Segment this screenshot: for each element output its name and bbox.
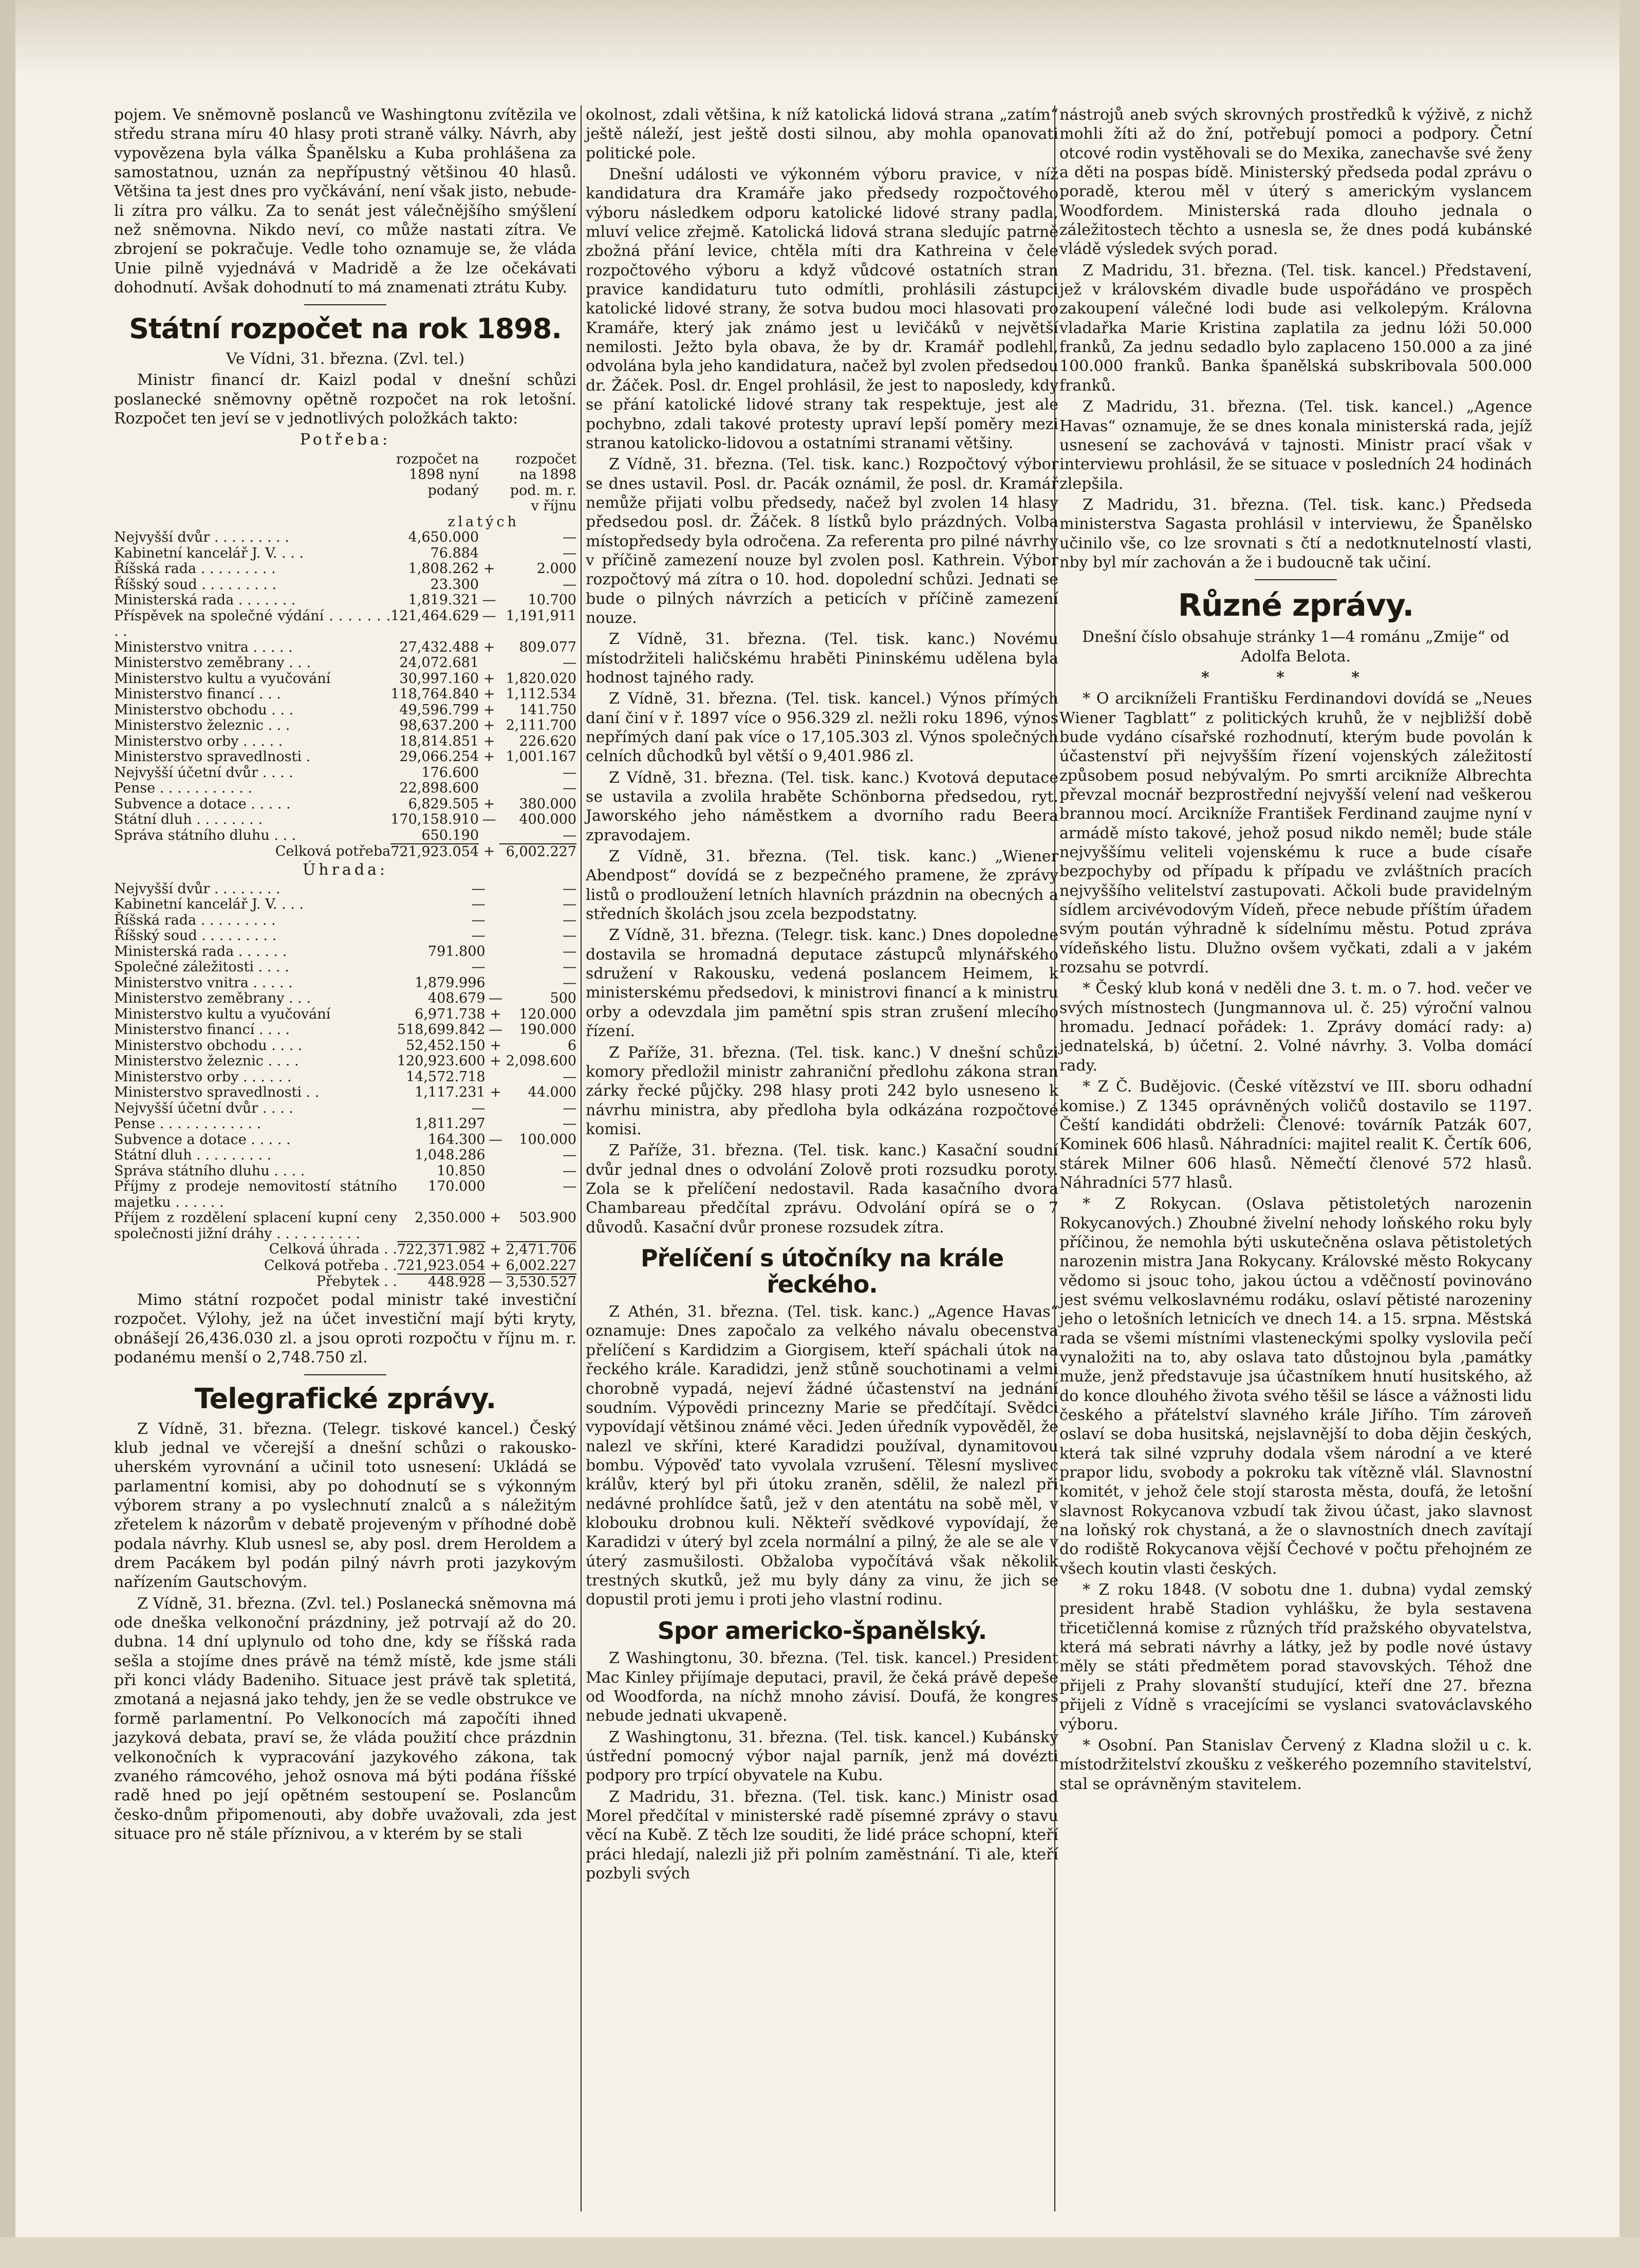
row-sign: + — [483, 561, 495, 577]
article-paragraph: * Z roku 1848. (V sobotu dne 1. dubna) vydal zemský president hrabě Stadion vyhlášku, že byla sestavena třicetičlenná komise z různých tříd pražského obyvatelstva, která má sebrati návrhy a látky, jež by podle nové ústavy měly se státi předmětem porad stavovských. Téhož dne přijeli z Prahy slovanští studující, kteří dne 27. března přijeli z Vídně s vracejícími se vyslanci svatováclavského výboru. — [1059, 1581, 1532, 1734]
row-label: Příjmy z prodeje nemovitostí státního majetku . . . . . . — [114, 1178, 397, 1210]
row-value-diff: — — [563, 912, 576, 928]
row-value-now: 24,072.681 — [399, 655, 479, 671]
row-value-now: — — [471, 880, 486, 897]
table-row — [114, 781, 576, 797]
table-row — [114, 1085, 576, 1101]
row-value-now: 52,452.150 — [405, 1037, 486, 1054]
table-row — [114, 1164, 576, 1179]
page-scan-bottom-edge — [0, 2237, 1640, 2268]
row-label: Subvence a dotace . . . . . — [114, 796, 291, 812]
row-value-now: 98,637.200 — [399, 717, 479, 734]
row-value-diff: — — [563, 545, 576, 561]
article-paragraph: Z Paříže, 31. března. (Tel. tisk. kanc.) Kasační soudní dvůr jednal dnes o odvolání Zolově proti rozsudku poroty. Zola se k přelíčení nedostavil. Rada kasačního dvora Chambareau předčítal zprávu. Odvolání opírá se o 7 důvodů. Kasační dvůr pronese rozsudek zítra. — [586, 1141, 1058, 1237]
row-value-now: 1,819.321 — [408, 592, 479, 609]
table-row — [114, 812, 576, 828]
table-row — [114, 765, 576, 781]
row-value-diff: — — [563, 943, 576, 960]
row-sign: + — [490, 1006, 501, 1022]
article-paragraph: Z Vídně, 31. března. (Telegr. tiskové kancel.) Český klub jednal ve včerejší a dnešní schůzi o rakousko-uherském vyrovnání a učinil toto usnesení: Ukládá se parlamentní komisi, aby po dohodnutí se s výkonným výborem strany a po vyslechnutí znalců a s náležitým zřetelem k názorům v debatě projeveným v příhodné době podala návrhy. Klub usnesl se, aby posl. drem Heroldem a drem Pacákem byl podán pilný návrh proti jazykovým nařízením Gautschovým. — [114, 1419, 576, 1592]
heading-spanish-american-dispute: Spor americko-španělský. — [657, 1616, 987, 1645]
row-sign — [479, 530, 499, 546]
row-value-diff: — — [563, 764, 576, 781]
row-label: Subvence a dotace . . . . . — [114, 1131, 291, 1148]
table-row — [114, 530, 576, 546]
row-value-now: 170,158.910 — [390, 812, 479, 828]
table-row — [114, 1148, 576, 1164]
row-label: Ministerstvo financí . . . — [114, 686, 281, 703]
row-value-now: 1,048.286 — [415, 1147, 486, 1164]
row-value-now: 121,464.629 — [390, 607, 479, 624]
row-value-now: — — [471, 896, 486, 913]
row-sign — [486, 913, 506, 929]
row-value-diff: — — [563, 655, 576, 671]
heading-state-budget: Státní rozpočet na rok 1898. — [129, 312, 562, 345]
row-value-now: 1,117.231 — [415, 1084, 486, 1101]
column-2 — [586, 105, 1058, 1885]
article-paragraph: Ministr financí dr. Kaizl podal v dnešní schůzi poslanecké sněmovny opětně rozpočet na rok letošní. Rozpočet ten jeví se v jednotlivých položkách takto: — [114, 371, 576, 428]
row-label: Ministerstvo vnitra . . . . . — [114, 974, 293, 991]
row-label: Ministerstvo orby . . . . . . — [114, 1068, 292, 1085]
table-row — [114, 1101, 576, 1117]
budget-table-potreba — [114, 452, 576, 860]
article-paragraph: Z Madridu, 31. března. (Tel. tisk. kanc.) Předseda ministerstva Sagasta prohlásil v interviewu, že Španělsko učinilo vše, co lze srovnati s čtí a nedotknutelností vlasti, nby byl mír zachován a že i budoucně tak učiní. — [1059, 495, 1532, 571]
row-value-now: 176.600 — [421, 764, 479, 781]
budget-section-label: Úhrada: — [302, 860, 388, 879]
page-scan-left-edge — [0, 0, 15, 2268]
divider — [1255, 579, 1337, 580]
row-sign — [486, 897, 506, 913]
article-paragraph: Dnešní číslo obsahuje stránky 1—4 románu „Zmije“ od Adolfa Belota. — [1082, 628, 1509, 666]
row-value-now: 27,432.488 — [399, 639, 479, 655]
row-value-diff: 809.077 — [519, 639, 576, 655]
row-sign — [486, 1179, 506, 1210]
row-sign: + — [490, 1053, 501, 1070]
row-sign: + — [483, 749, 495, 765]
row-label: Nejvyšší účetní dvůr . . . . — [114, 1100, 293, 1116]
row-label: Pense . . . . . . . . . . . . — [114, 1116, 262, 1132]
column-3 — [1059, 105, 1532, 1796]
row-value-now: 408.679 — [427, 990, 486, 1007]
row-value-diff: — — [563, 1178, 576, 1195]
divider — [304, 1374, 386, 1375]
page-scan-right-edge — [1619, 0, 1640, 2268]
row-label: Říšská rada . . . . . . . . . — [114, 561, 276, 577]
row-value-now: 791.800 — [427, 943, 486, 960]
row-value-now: 518,699.842 — [397, 1022, 486, 1038]
article-paragraph: Mimo státní rozpočet podal ministr také investiční rozpočet. Výlohy, jež na účet investiční mají býti kryty, obnášejí 26,436.030 zl. a jsou oproti rozpočtu v říjnu m. r. podanému menší o 2,748.750 zl. — [114, 1290, 576, 1367]
row-value-diff: — — [563, 880, 576, 897]
row-label: Ministerstvo financí . . . . — [114, 1022, 290, 1038]
article-paragraph: Z Madridu, 31. března. (Tel. tisk. kanc.) Ministr osad Morel předčítal v ministerské radě písemné zprávy o stavu věcí na Kubě. Z těch lze souditi, že lidé práce schopní, kteří práci hledají, nalezli již při polním zaměstnání. Ti ale, kteří pozbyli svých — [586, 1787, 1058, 1883]
article-paragraph: * Z Rokycan. (Oslava pětistoletých narozenin Rokycanových.) Zhoubné živelní nehody loňského roku byly příčinou, že nemohla býti uskutečněna oslava pětistoletých narozenin mistra Jana Rokycany. Královské město Rokycany vědomo si jsouc toho, jakou úctou a vděčností povinováno jest svému velkoslavnému rodáku, oslaví pětisté narozeniny jeho o letošních letnicích ve dnech 14. a 15. srpna. Městská rada se všemi místními vlasteneckými spolky vyslovila pečí vynaložiti na to, aby oslava tato důstojnou byla ‚památky muže, jenž představuje jsa účastníkem hnutí husitského, až do konce dlouhého života svého těšil se lásce a vážnosti lidu českého a přátelství slavného krále Jiřího. Tím zároveň oslaví se doba husitská, nejslavnější to doba dějin českých, která tak silné vzpruhy dodala všem národní a ve které prapor lidu, svobody a pokroku tak vítězně vlál. Slavnostní komitét, v jehož čele stojí starosta města, doufá, že letošní slavnost Rokycanova vzbudí tak živou účast, jako slavnost na loňský rok chystaná, a že o slavnostních dnech zavítají do rodiště Rokycanova vější Čechové v počtu přehojném ze všech koutin vlasti českých. — [1059, 1195, 1532, 1578]
row-sign: + — [483, 686, 495, 703]
row-sign — [486, 928, 506, 944]
row-value-diff: 380.000 — [519, 796, 576, 812]
row-sign: + — [483, 670, 495, 687]
budget-table-uhrada — [114, 881, 576, 1290]
table-row — [114, 546, 576, 562]
row-label: Ministerská rada . . . . . . — [114, 943, 287, 960]
column-rule-1 — [581, 105, 582, 2211]
row-label: Státní dluh . . . . . . . . — [114, 812, 263, 828]
row-value-diff: — — [563, 576, 576, 593]
row-value-now: — — [471, 1100, 486, 1116]
table-row — [114, 1210, 576, 1242]
row-sign — [486, 944, 506, 960]
article-paragraph: * Český klub koná v neděli dne 3. t. m. o 7. hod. večer ve svých místnostech (Jungmannova ul. č. 25) výroční valnou hromadu. Jednací pořádek: 1. Zprávy domácí rady: a) jednatelská, b) účetní. 2. Volné návrhy. 3. Volba domácí rady. — [1059, 980, 1532, 1075]
row-value-diff: 500 — [550, 990, 576, 1007]
row-label: Ministerstvo spravedlnosti . — [114, 749, 311, 765]
table-row — [114, 928, 576, 944]
heading-various-news: Různé zprávy. — [1178, 587, 1414, 624]
article-paragraph: Z Madridu, 31. března. (Tel. tisk. kancel.) Představení, jež v královském divadle bude uspořádáno ve prospěch zakoupení válečné lodi bude asi velkolepým. Královna vladařka Marie Kristina zaplatila za jednu lóži 50.000 franků, Za jednu sedadlo bylo zaplaceno 150.000 a za jiné 100.000 franků. Banka španělská subskribovala 500.000 franků. — [1059, 261, 1532, 395]
article-paragraph: Z Vídně, 31. března. (Tel. tisk. kanc.) „Wiener Abendpost“ dovídá se z bezpečného pramene, že zprávy listů o prodloužení letních hlavních prázdnin na obecných a středních školách jsou zcela bezpodstatny. — [586, 847, 1058, 924]
row-label: Ministerstvo vnitra . . . . . — [114, 639, 293, 655]
row-value-now: — — [471, 959, 486, 975]
row-value-now: 22,898.600 — [399, 780, 479, 797]
row-label: Kabinetní kancelář J. V. . . . — [114, 545, 304, 561]
row-label: Říšská rada . . . . . . . . . — [114, 912, 276, 928]
row-label: Správa státního dluhu . . . . — [114, 1163, 305, 1179]
table-row — [114, 1054, 576, 1070]
row-value-now: 170.000 — [427, 1178, 486, 1195]
table-row — [114, 828, 576, 844]
row-value-diff: 10.700 — [528, 592, 576, 609]
article-paragraph: Z Paříže, 31. března. (Tel. tisk. kanc.) V dnešní schůzi komory předložil ministr zahraniční předlohu zákona stran zárky řecké půjčky. 298 hlasy proti 242 bylo usneseno k návrhu ministra, aby předloha byla odkázána rozpočtové komisi. — [586, 1043, 1058, 1138]
table-row — [114, 881, 576, 897]
row-sign: — — [489, 1022, 503, 1038]
row-value-now: 6,829.505 — [408, 796, 479, 812]
table-row — [114, 577, 576, 593]
row-value-now: 118,764.840 — [390, 686, 479, 703]
row-label: Příspěvek na společné výdání . . . . . . . . . — [114, 607, 391, 640]
row-label: Ministerstvo obchodu . . . — [114, 702, 294, 718]
row-value-diff: 141.750 — [519, 702, 576, 718]
divider — [304, 304, 386, 305]
table-row — [114, 1132, 576, 1148]
row-value-diff: 1,820.020 — [506, 670, 576, 687]
currency-label: zlatých — [448, 513, 519, 530]
table-total-row: Přebytek . . 448.928 — 3,530.527 — [316, 1274, 576, 1290]
row-label: Ministerstvo železnic . . . — [114, 717, 290, 734]
article-paragraph: * Osobní. Pan Stanislav Červený z Kladna složil u c. k. místodržitelství zkoušku z veškerého pozemního stavitelství, stal se oprávněným stavitelem. — [1059, 1736, 1532, 1793]
row-sign: + — [483, 639, 495, 655]
row-label: Říšský soud . . . . . . . . . — [114, 928, 277, 944]
row-sign — [486, 975, 506, 991]
row-label: Ministerstvo zeměbrany . . . — [114, 990, 311, 1007]
row-value-diff: 100.000 — [519, 1131, 576, 1148]
table-row — [114, 897, 576, 913]
row-sign: — — [489, 990, 503, 1007]
row-sign — [479, 655, 499, 671]
row-label: Ministerstvo kultu a vyučování — [114, 670, 331, 687]
row-value-diff: 120.000 — [519, 1006, 576, 1022]
article-paragraph: Z Vídně, 31. března. (Tel. tisk. kanc.) Rozpočtový výbor se dnes ustavil. Posl. dr. Pacák oznámil, že posl. dr. Kramář nemůže přijati volbu předsedy, načež byl zvolen 14 hlasy předsedou posl. dr. Žáček. 8 lístků bylo prázdných. Volba místopředsedy byla odročena. Za referenta pro pilné návrhy v příčině zamezení nouze byl zvolen posl. Kathrein. Výbor rozpočtový má zítra o 10. hod. dopolední schůzi. Jednati se bude o pilných návrzích a peticích v příčině zamezení nouze. — [586, 455, 1058, 627]
row-value-now: 49,596.799 — [399, 702, 479, 718]
row-value-diff: 226.620 — [519, 733, 576, 749]
row-sign: + — [490, 1210, 501, 1226]
row-sign — [486, 960, 506, 975]
table-row — [114, 561, 576, 577]
row-value-now: 18,814.851 — [399, 733, 479, 749]
row-value-diff: 503.900 — [519, 1210, 576, 1226]
article-paragraph: Z Madridu, 31. března. (Tel. tisk. kancel.) „Agence Havas“ oznamuje, že se dnes konala ministerská rada, jejíž usnesení se zachovává v tajnosti. Ministr prací však v interviewu prohlásil, že se situace v posledních 24 hodinách zlepšila. — [1059, 398, 1532, 493]
column-header: rozpočet na 1898 nyní podaný — [396, 451, 479, 499]
table-row — [114, 703, 576, 718]
table-row — [114, 734, 576, 750]
table-header-row — [114, 452, 576, 514]
row-sign — [486, 1116, 506, 1132]
row-sign — [479, 765, 499, 781]
row-value-diff: — — [563, 974, 576, 991]
row-sign: + — [483, 796, 495, 812]
article-paragraph: okolnost, zdali většina, k níž katolická lidová strana „zatím“ ještě náleží, jest ještě dosti silnou, aby mohla opanovati politické pole. — [586, 106, 1058, 162]
row-sign — [486, 1101, 506, 1117]
row-label: Ministerstvo orby . . . . . — [114, 733, 283, 749]
row-value-diff: — — [563, 780, 576, 797]
row-value-now: 1,808.262 — [408, 561, 479, 577]
article-paragraph: * O arcikníželi Františku Ferdinandovi dovídá se „Neues Wiener Tagblatt“ z politických kruhů, že v nejbližší době bude vydáno císařské rozhodnutí, kterým bude povolán k účastenství při nejvyšším řízení vojenských záležitostí způsobem posud nebývalým. Po smrti arcikníže Albrechta převzal mocnář bezprostřední nejvyšší velení nad veškerou brannou mocí. Arcikníže František Ferdinand zaujme nyní v armádě místo takové, jehož posud nikdo neměl; bude stále nejvyššímu veliteli vojenskému k ruce a bude císaře bezpochyby od případu k případu ve zvláštních pracích nejvyššího velitelství zastupovati. Ačkoli bude pravidelným sídlem arcivévodovým Vídeň, přece nebude příštím úřadem svým poután výhradně k sídelnímu městu. Potud zpráva vídeňského listu. Dlužno ovšem vyčkati, zdali a v jakém rozsahu se potvrdí. — [1059, 690, 1532, 977]
table-row — [114, 975, 576, 991]
table-row — [114, 718, 576, 734]
row-value-diff: — — [563, 1116, 576, 1132]
row-value-now: 120,923.600 — [397, 1053, 486, 1070]
heading-telegraphic-news: Telegrafické zprávy. — [194, 1382, 496, 1415]
row-label: Nejvyšší účetní dvůr . . . . — [114, 764, 293, 781]
article-paragraph: Z Washingtonu, 31. března. (Tel. tisk. kancel.) Kubánský ústřední pomocný výbor najal parník, jenž má dovézti podpory pro trpící obyvatele na Kubu. — [586, 1728, 1058, 1785]
table-row — [114, 1007, 576, 1023]
row-label: Pense . . . . . . . . . . . — [114, 780, 252, 797]
separator-stars: * * * — [1201, 668, 1390, 687]
article-paragraph: pojem. Ve sněmovně poslanců ve Washingtonu zvítězila ve středu strana míru 40 hlasy proti straně války. Návrh, aby vypovězena byla válka Španělsku a Kuba prohlášena za samostatnou, uznán za nepřípustný většinou 40 hlasů. Většina ta jest dnes pro vyčkávání, není však jisto, nebude-li zítra pro válku. Za to senát jest válečnějšího smýšlení než sněmovna. Nikdo neví, co může nastati zítra. Ve zbrojení se pokračuje. Vedle toho oznamuje se, že vláda Unie pilně vyjednává v Madridě a že lze očekávati dohodnutí. Avšak dohodnutí to má znamenati ztrátu Kuby. — [114, 106, 576, 297]
row-label: Státní dluh . . . . . . . . . — [114, 1147, 272, 1164]
row-value-now: 14,572.718 — [405, 1068, 486, 1085]
row-label: Ministerstvo zeměbrany . . . — [114, 655, 311, 671]
row-label: Nejvyšší dvůr . . . . . . . . . — [114, 529, 289, 546]
row-value-diff: — — [563, 959, 576, 975]
row-value-diff: — — [563, 896, 576, 913]
row-value-diff: 400.000 — [519, 812, 576, 828]
table-row — [114, 1038, 576, 1054]
row-value-diff: 2,098.600 — [506, 1053, 576, 1070]
table-total-row: Celková potřeba . . 721,923.054 + 6,002.227 — [264, 1257, 576, 1274]
table-row — [114, 609, 576, 640]
table-row — [114, 991, 576, 1007]
row-sign — [479, 577, 499, 593]
row-value-now: 23.300 — [430, 576, 479, 593]
column-1 — [114, 105, 576, 1846]
row-sign — [486, 1148, 506, 1164]
table-row — [114, 671, 576, 687]
row-sign: + — [490, 1037, 501, 1054]
article-paragraph: Z Vídně, 31. března. (Zvl. tel.) Poslanecká sněmovna má ode dneška velkonoční prázdniny, jež potrvají až do 20. dubna. 14 dní uplynulo od toho dne, kdy se říšská rada sešla a stojíme dnes právě na témž místě, kde jsme stáli při konci vlády Badeniho. Situace jest právě tak spletitá, zmotaná a nejasná jako tehdy, jen že se vedle obstrukce ve formě parlamentní. Po Velkonocích má započíti ihned jazyková debata, praví se, že vláda použití chce prázdnin velkonočních k vypracování jazykového zákona, tak zvaného rámcového, jehož osnova má býti podána říšské radě hned po její opětném sestoupení se. Poslancům česko-dnům připomenouti, aby dobře uvažovali, zda jest situace pro ně stále příznivou, a v kterém by se stali — [114, 1594, 576, 1843]
row-value-diff: 1,001.167 — [506, 749, 576, 765]
row-sign: — — [482, 607, 496, 624]
row-value-now: 29,066.254 — [399, 749, 479, 765]
table-row — [114, 960, 576, 975]
row-value-now: 650.190 — [421, 827, 479, 843]
row-label: Společné záležitosti . . . . — [114, 959, 289, 975]
row-value-diff: — — [563, 1100, 576, 1116]
row-sign: + — [490, 1084, 501, 1101]
row-sign: — — [489, 1131, 503, 1148]
row-value-now: 4,650.000 — [408, 529, 479, 546]
row-label: Nejvyšší dvůr . . . . . . . . — [114, 880, 281, 897]
row-label: Správa státního dluhu . . . — [114, 827, 296, 843]
article-paragraph: Z Vídně, 31. března. (Tel. tisk. kancel.) Výnos přímých daní činí v ř. 1897 více o 956.329 zl. nežli roku 1896, výnos nepřímých daní pak více o 17,105.303 zl. Výnos společných celních důchodků byl větší o 9,401.986 zl. — [586, 690, 1058, 766]
heading-greek-king-trial: Přelíčení s útočníky na krále řeckého. — [640, 1244, 1004, 1298]
article-paragraph: Z Vídně, 31. března. (Telegr. tisk. kanc.) Dnes dopoledne dostavila se hromadná deputace zástupců mlynářského sdružení v Rakousku, vedená poslancem Heimem, k ministerskému předsedovi, k ministrovi financí a k ministru orby a odevzdala jim pamětní spis stran zrušení mlecího řízení. — [586, 926, 1058, 1041]
row-sign — [479, 781, 499, 797]
dateline: Ve Vídni, 31. března. (Zvl. tel.) — [226, 349, 465, 368]
row-value-now: 164.300 — [427, 1131, 486, 1148]
row-sign — [486, 1164, 506, 1179]
row-label: Říšský soud . . . . . . . . . — [114, 576, 277, 593]
row-value-diff: 1,191,911 — [506, 607, 576, 624]
row-sign: + — [483, 702, 495, 718]
row-sign — [486, 881, 506, 897]
article-paragraph: Z Washingtonu, 30. března. (Tel. tisk. kancel.) President Mac Kinley přijímaje deputaci, pravil, že čeká právě depeše od Woodforda, na níchž mnoho závisí. Doufá, že kongres nebude jednati ukvapeně. — [586, 1649, 1058, 1725]
column-header: rozpočet na 1898 pod. m. r. v říjnu — [510, 451, 576, 514]
row-value-now: 1,879.996 — [415, 974, 486, 991]
row-sign: + — [483, 717, 495, 734]
table-row — [114, 1179, 576, 1210]
row-value-diff: — — [563, 1068, 576, 1085]
row-value-now: 30,997.160 — [399, 670, 479, 687]
row-label: Ministerstvo obchodu . . . . — [114, 1037, 303, 1054]
row-sign — [479, 828, 499, 844]
row-label: Ministerstvo kultu a vyučování — [114, 1006, 331, 1022]
table-row — [114, 944, 576, 960]
row-value-diff: 1,112.534 — [506, 686, 576, 703]
row-value-now: 6,971.738 — [415, 1006, 486, 1022]
table-total-row: Celková úhrada . . 722,371.982 + 2,471.706 — [269, 1241, 576, 1258]
row-value-diff: 2.000 — [536, 561, 576, 577]
row-sign: — — [482, 592, 496, 609]
row-value-diff: 6 — [567, 1037, 576, 1054]
table-row — [114, 1070, 576, 1085]
row-value-diff: 44.000 — [528, 1084, 576, 1101]
row-label: Ministerstvo spravedlnosti . . — [114, 1084, 320, 1101]
article-paragraph: Z Vídně, 31. března. (Tel. tisk. kanc.) Kvotová deputace se ustavila a zvolila hraběte Schönborna předsedou, ryt. Jaworského jeho náměstkem a dvorního radu Beera zpravodajem. — [586, 768, 1058, 844]
table-row — [114, 593, 576, 609]
article-paragraph: * Z Č. Budějovic. (České vítězství ve III. sboru odhadní komise.) Z 1345 oprávněných voličů dostavilo se 1197. Čeští kandidáti obdrželi: Členové: továrník Patzák 607, Kominek 606 hlasů. Náhradníci: majitel realit K. Čertík 606, stárek Milner 606 hlasů. Němečtí členové 572 hlasů. Náhradníci 577 hlasů. — [1059, 1078, 1532, 1192]
page-scan-top-edge — [0, 0, 1640, 77]
budget-section-label: Potřeba: — [300, 431, 391, 449]
table-row — [114, 687, 576, 703]
article-paragraph: nástrojů aneb svých skrovných prostředků k výživě, z nichž mohli žíti až do žní, potřebují pomoci a podpory. Četní otcové rodin vystěhovali se do Mexika, zanechavše své ženy a děti na pospas bídě. Ministerský předseda podal zprávu o poradě, kterou měl v úterý s americkým vyslancem Woodfordem. Ministerská rada dlouho jednala o záležitostech těchto a usnesla se, že dnes podá kubánské vládě výsledek svých porad. — [1059, 106, 1532, 259]
row-label: Příjem z rozdělení splacení kupní ceny společnosti jižní dráhy . . . . . . . . . . — [114, 1210, 397, 1242]
row-value-now: 1,811.297 — [415, 1116, 486, 1132]
row-label: Ministerstvo železnic . . . . — [114, 1053, 299, 1070]
row-sign — [486, 1070, 506, 1085]
row-sign — [479, 546, 499, 562]
table-row — [114, 640, 576, 656]
row-value-diff: — — [563, 928, 576, 944]
table-row — [114, 1116, 576, 1132]
row-sign: — — [482, 812, 496, 828]
table-row — [114, 913, 576, 929]
row-sign: + — [483, 733, 495, 749]
row-value-now: 10.850 — [437, 1163, 486, 1179]
row-value-diff: — — [563, 827, 576, 843]
row-value-diff: — — [563, 1147, 576, 1164]
row-label: Kabinetní kancelář J. V. . . . — [114, 896, 304, 913]
row-value-diff: 2,111.700 — [506, 717, 576, 734]
row-value-diff: — — [563, 1163, 576, 1179]
row-value-diff: 190.000 — [519, 1022, 576, 1038]
article-paragraph: Z Vídně, 31. března. (Tel. tisk. kanc.) Novému místodržiteli haličskému hraběti Pininskému udělena byla hodnost tajného rady. — [586, 630, 1058, 687]
row-value-now: — — [471, 928, 486, 944]
table-row — [114, 1022, 576, 1038]
row-value-diff: — — [563, 529, 576, 546]
table-row — [114, 749, 576, 765]
table-total-row: Celková potřeba 721,923.054 + 6,002.227 — [275, 843, 576, 860]
article-paragraph: Z Athén, 31. března. (Tel. tisk. kanc.) „Agence Havas“ oznamuje: Dnes započalo za velkého návalu obecenstva přelíčení s Kardidzim a Giorgisem, kteří spáchali útok na řeckého krále. Karadidzi, jenž stůně souchotinami a velmi chorobně vypadá, nejeví žádné účastenství na jednání soudním. Výpovědi princezny Marie se předčítají. Svědci vypovídají většinou známé věci. Jeden úředník vypověděl, že nalezl ve skříni, které Karadidzi používal, dynamitovou bombu. Výpověď tato vyvolala vzrušení. Tělesní myslivec králův, který byl při útoku zraněn, sdělil, že nalezl při nedávné prohlídce šatů, jež v den atentátu na sobě měl, v klobouku drobnou kuli. Někteří svědkové vypovídají, že Karadidzi v úterý byl zcela normální a pilný, že ale se ale v úterý zasmušilosti. Obžaloba vypočítává však několik trestných skutků, jež mu byly dány za vinu, že jich se dopustil proti jemu i proti jeho vlastní rodinu. — [586, 1303, 1058, 1609]
row-value-now: — — [471, 912, 486, 928]
row-value-now: 76.884 — [430, 545, 479, 561]
table-row — [114, 797, 576, 813]
row-label: Ministerská rada . . . . . . . — [114, 592, 296, 609]
table-row — [114, 655, 576, 671]
article-paragraph: Dnešní události ve výkonném výboru pravice, v níž kandidatura dra Kramáře jako předsedy rozpočtového výboru následkem odporu katolické lidové strany padla, mluví velice zřejmě. Katolická lidová strana sledujíc patrně zbožná přání levice, chtěla míti dra Kathreina v čele rozpočtového výboru a když vůdcové ostatních stran pravice kandidaturu tuto odmítli, prohlásili zástupci katolické lidové strany, že sotva budou moci hlasovati pro Kramáře, který jak známo jest u levičáků v největší nemilosti. Ježto byla obava, že by dr. Kramář podlehl, odvolána byla jeho kandidatura, načež byl zvolen předsedou dr. Žáček. Posl. dr. Engel prohlásil, že jest to naposledy, kdy se přání katolické lidové strany tak respektuje, jest ale pochybno, zdali takové protesty upraví lepší poměry mezi stranou katolicko-lidovou a ostatními stranami většiny. — [586, 165, 1058, 452]
row-value-now: 2,350.000 — [415, 1210, 486, 1226]
